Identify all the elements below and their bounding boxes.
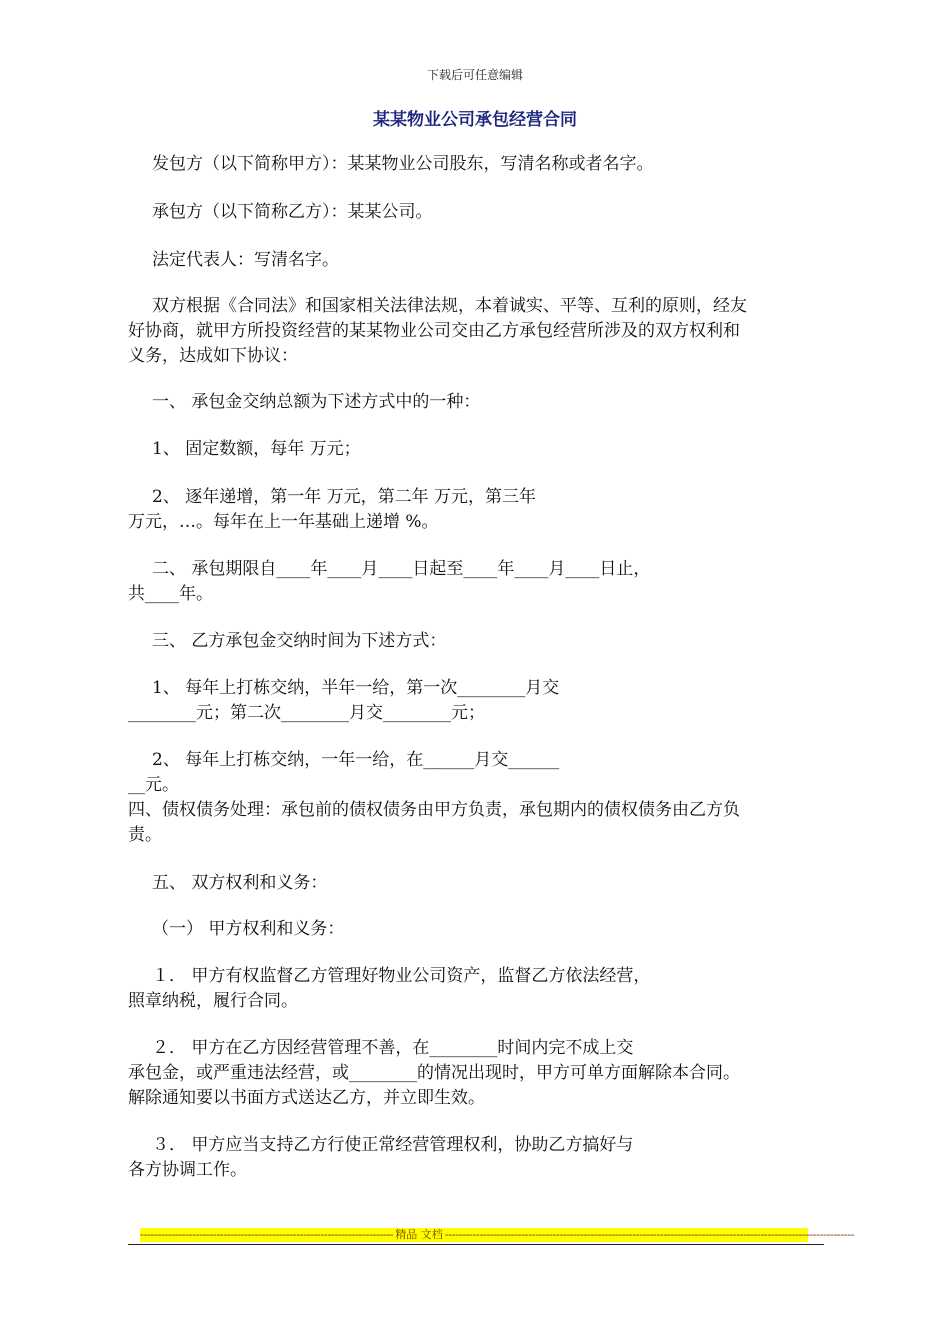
clause-5-1	[128, 917, 822, 942]
text-line: 2、 逐年递增，第一年 万元，第二年 万元，第三年	[152, 487, 537, 507]
text-line: 二、 承包期限自____年____月____日起至____年____月____日止，	[152, 559, 651, 579]
text-line: 2、 每年上打栋交纳，一年一给，在______月交______	[152, 750, 560, 770]
footer-rule	[128, 1244, 824, 1245]
clause-5-1-2	[128, 1036, 822, 1111]
text-line: （一） 甲方权利和义务：	[152, 919, 345, 939]
footer-label: 精品 文档	[395, 1228, 443, 1241]
text-line: 1、 固定数额，每年 万元；	[152, 439, 361, 459]
footer-dashes-right: ----------------------------------------------------------------------------------------------------------------------	[444, 1228, 855, 1241]
text-line: ________元；第二次________月交________元；	[128, 703, 485, 723]
text-line: 责。	[128, 825, 162, 845]
text-line: 好协商，就甲方所投资经营的某某物业公司交由乙方承包经营所涉及的双方权利和	[128, 321, 740, 341]
clause-3-1	[128, 676, 822, 726]
clause-5-1-1	[128, 964, 822, 1014]
text-line: 解除通知要以书面方式送达乙方，并立即生效。	[128, 1088, 485, 1108]
clause-1	[128, 390, 822, 415]
clause-preamble	[128, 294, 822, 369]
clause-5-1-3	[128, 1133, 822, 1183]
text-line: 三、 乙方承包金交纳时间为下述方式：	[152, 631, 447, 651]
text-line: １． 甲方有权监督乙方管理好物业公司资产，监督乙方依法经营，	[152, 966, 651, 986]
clause-party-a	[128, 152, 822, 177]
text-line: 双方根据《合同法》和国家相关法律法规，本着诚实、平等、互利的原则，经友	[152, 296, 747, 316]
text-line: 万元，…。每年在上一年基础上递增 %。	[128, 512, 439, 532]
clause-1-1	[128, 437, 822, 462]
text-line: 五、 双方权利和义务：	[152, 873, 328, 893]
document-title: 某某物业公司承包经营合同	[373, 110, 577, 130]
clause-legal-rep	[128, 248, 822, 273]
text-line: 一、 承包金交纳总额为下述方式中的一种：	[152, 392, 481, 412]
clause-2	[128, 557, 822, 607]
text-line: 各方协调工作。	[128, 1160, 247, 1180]
text-line: 法定代表人：写清名字。	[152, 250, 339, 270]
text-line: ２． 甲方在乙方因经营管理不善，在________时间内完不成上交	[152, 1038, 634, 1058]
text-line: 承包方（以下简称乙方）：某某公司。	[152, 202, 433, 222]
text-line: ３． 甲方应当支持乙方行使正常经营管理权利，协助乙方搞好与	[152, 1135, 634, 1155]
text-line: 共____年。	[128, 584, 213, 604]
footer-highlight-bar	[140, 1228, 855, 1242]
clause-5	[128, 871, 822, 896]
text-line: 承包金，或严重违法经营，或________的情况出现时，甲方可单方面解除本合同。	[128, 1063, 740, 1083]
clause-1-2	[128, 485, 822, 535]
text-line: 义务，达成如下协议：	[128, 346, 298, 366]
clause-3-2	[128, 748, 822, 848]
text-line: 照章纳税，履行合同。	[128, 991, 298, 1011]
text-line: 四、债权债务处理：承包前的债权债务由甲方负责，承包期内的债权债务由乙方负	[128, 800, 740, 820]
header-note: 下载后可任意编辑	[426, 68, 523, 82]
text-line: 发包方（以下简称甲方）：某某物业公司股东，写清名称或者名字。	[152, 154, 654, 174]
text-line: 1、 每年上打栋交纳，半年一给，第一次________月交	[152, 678, 560, 698]
clause-3	[128, 629, 822, 654]
clause-party-b	[128, 200, 822, 225]
text-line: __元。	[128, 775, 179, 795]
footer-dashes-left: -------------------------------------------------------------------------	[140, 1228, 394, 1241]
